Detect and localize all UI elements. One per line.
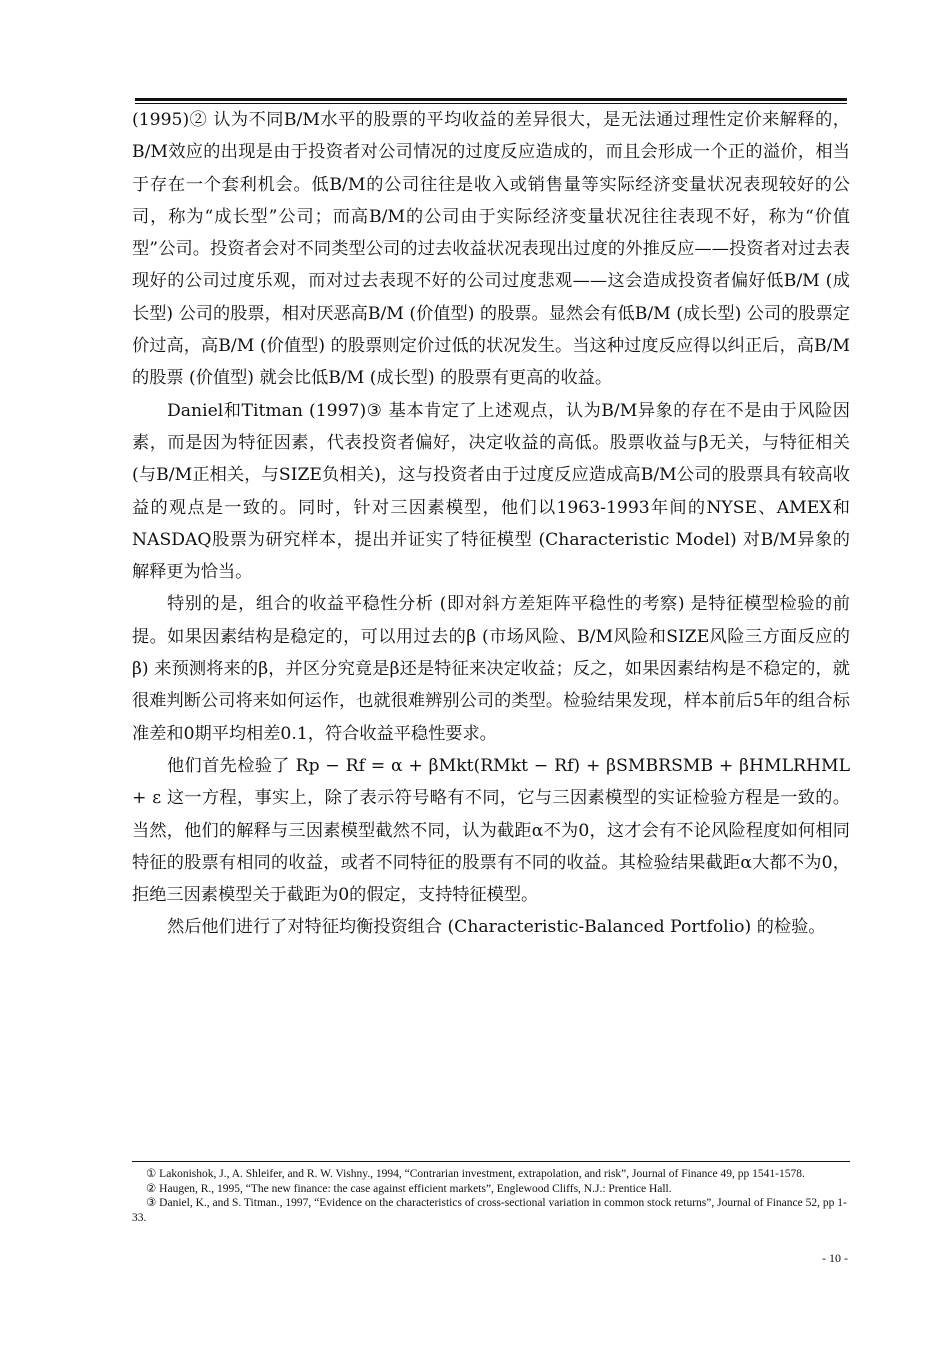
paragraph-4: 他们首先检验了 Rp − Rf = α + βMkt(RMkt − Rf) + βSMBRSMB + βHMLRHML + ε 这一方程，事实上，除了表示符号略有不同，它与三因素模型的实证检验方程是一致的。当然，他们的解释与三因素模型截然不同，认为截距α不为0，这才会有不论风险程度如何相同特征的股票有相同的收益，或者不同特征的股票有不同的收益。其检验结果截距α大都不为0，拒绝三因素模型关于截距为0的假定，支持特征模型。 (132, 755, 850, 906)
page-number: - 10 - (822, 1251, 848, 1265)
footnote-2: ② Haugen, R., 1995, “The new finance: the case against efficient markets”, Englewood Cliffs, N.J.: Prentice Hall. (146, 1182, 672, 1195)
footnotes (132, 1167, 850, 1225)
paragraph-2: Daniel和Titman (1997)③ 基本肯定了上述观点，认为B/M异象的存在不是由于风险因素，而是因为特征因素，代表投资者偏好，决定收益的高低。股票收益与β无关，与特征相关 (与B/M正相关，与SIZE负相关)，这与投资者由于过度反应造成高B/M公司的股票具有较高收益的观点是一致的。同时，针对三因素模型，他们以1963-1993年间的NYSE、AMEX和NASDAQ股票为研究样本，提出并证实了特征模型 (Characteristic Model) 对B/M异象的解释更为恰当。 (132, 400, 850, 583)
header-rule (135, 98, 847, 101)
paragraph-1: (1995)② 认为不同B/M水平的股票的平均收益的差异很大，是无法通过理性定价来解释的，B/M效应的出现是由于投资者对公司情况的过度反应造成的，而且会形成一个正的溢价，相当于存在一个套利机会。低B/M的公司往往是收入或销售量等实际经济变量状况表现较好的公司，称为“成长型”公司；而高B/M的公司由于实际经济变量状况往往表现不好，称为“价值型”公司。投资者会对不同类型公司的过去收益状况表现出过度的外推反应——投资者对过去表现好的公司过度乐观，而对过去表现不好的公司过度悲观——这会造成投资者偏好低B/M (成长型) 公司的股票，相对厌恶高B/M (价值型) 的股票。显然会有低B/M (成长型) 公司的股票定价过高，高B/M (价值型) 的股票则定价过低的状况发生。当这种过度反应得以纠正后，高B/M的股票 (价值型) 就会比低B/M (成长型) 的股票有更高的收益。 (132, 110, 850, 389)
footnote-rule (132, 1161, 850, 1162)
main-text (132, 104, 850, 944)
paragraph-3: 特别的是，组合的收益平稳性分析 (即对斜方差矩阵平稳性的考察) 是特征模型检验的前提。如果因素结构是稳定的，可以用过去的β (市场风险、B/M风险和SIZE风险三方面反应的β) 来预测将来的β，并区分究竟是β还是特征来决定收益；反之，如果因素结构是不稳定的，就很难判断公司将来如何运作，也就很难辨别公司的类型。检验结果发现，样本前后5年的组合标准差和0期平均相差0.1，符合收益平稳性要求。 (132, 594, 850, 744)
footnote-3: ③ Daniel, K., and S. Titman., 1997, “Evidence on the characteristics of cross-sectional variation in common stock returns”, Journal of Finance 52, pp 1-33. (132, 1197, 847, 1224)
paragraph-5: 然后他们进行了对特征均衡投资组合 (Characteristic-Balanced Portfolio) 的检验。 (167, 917, 826, 938)
footnote-1: ① Lakonishok, J., A. Shleifer, and R. W. Vishny., 1994, “Contrarian investment, extrapolation, and risk”, Journal of Finance 49, pp 1541-1578. (146, 1168, 805, 1180)
